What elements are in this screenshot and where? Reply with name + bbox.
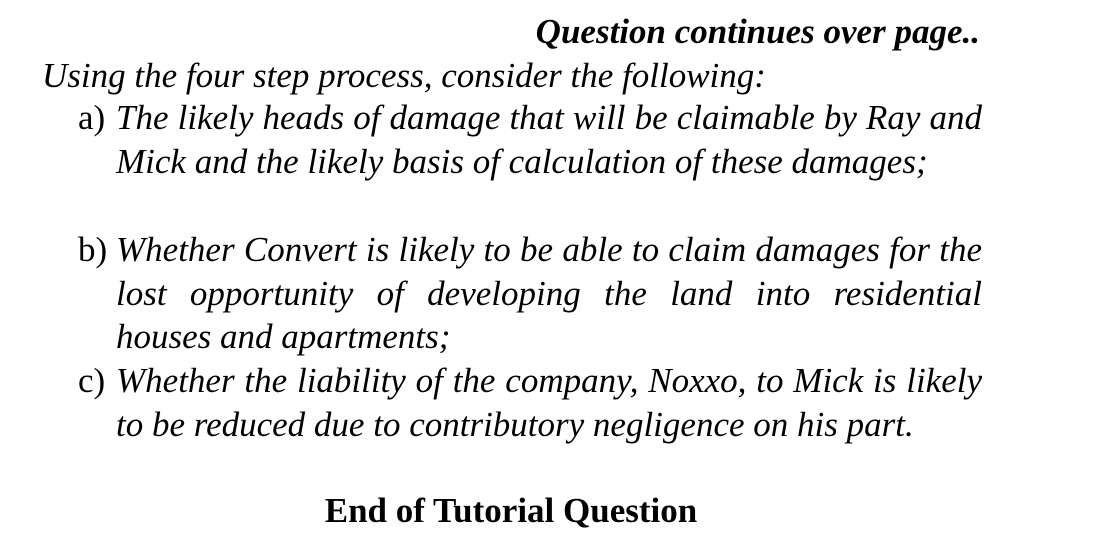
list-marker-a: a) — [78, 98, 106, 137]
list-marker-b: b) — [78, 230, 108, 269]
continuation-note: Question continues over page.. — [535, 12, 980, 51]
list-item-b — [78, 228, 982, 359]
list-item-a-text: The likely heads of damage that will be claimable by Ray and Mick and the likely basis of calculation of these damages; — [116, 98, 982, 181]
list-item-a — [78, 96, 982, 183]
clipped-previous-line — [397, 0, 411, 6]
instruction-text: Using the four step process, consider the following: — [42, 56, 766, 95]
list-item-c-text: Whether the liability of the company, Noxxo, to Mick is likely to be reduced due to contributory negligence on his part. — [116, 361, 982, 444]
list-marker-c: c) — [78, 361, 106, 400]
list-item-c — [78, 359, 982, 446]
end-heading: End of Tutorial Question — [324, 491, 698, 530]
list-item-b-text: Whether Convert is likely to be able to claim damages for the lost opportunity of developing the land into residential houses and apartments; — [116, 230, 982, 356]
